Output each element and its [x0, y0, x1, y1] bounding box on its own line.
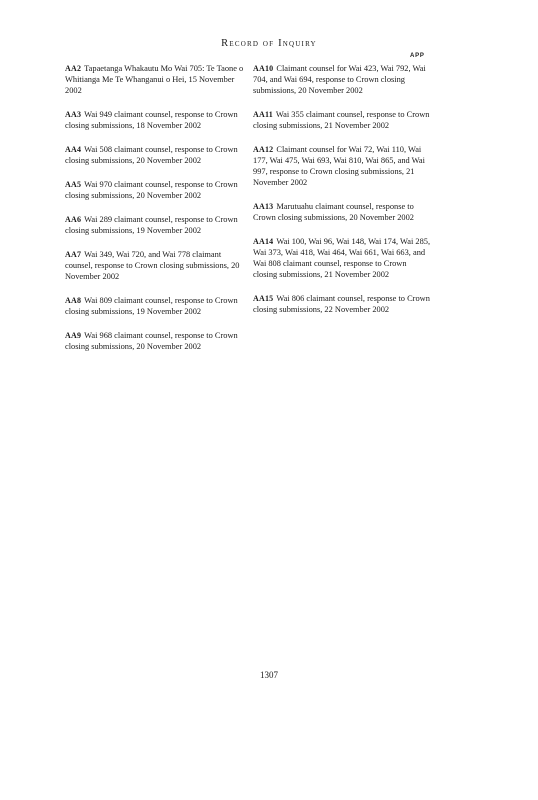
entry-text: Wai 289 claimant counsel, response to Crown closing submissions, 19 November 2002 [65, 215, 238, 235]
list-item [65, 109, 245, 131]
entry-text: Wai 809 claimant counsel, response to Crown closing submissions, 19 November 2002 [65, 296, 238, 316]
entry-text: Wai 100, Wai 96, Wai 148, Wai 174, Wai 285, Wai 373, Wai 418, Wai 464, Wai 661, Wai 663, and Wai 808 claimant counsel, response to Crown closing submissions, 21 November 2002 [253, 237, 431, 279]
list-item [253, 236, 431, 280]
list-item [65, 63, 245, 96]
entry-code: AA14 [253, 237, 274, 246]
list-item [65, 144, 245, 166]
right-column [253, 63, 431, 328]
entry-code: AA12 [253, 145, 274, 154]
entry-text: Wai 349, Wai 720, and Wai 778 claimant counsel, response to Crown closing submissions, 20 November 2002 [65, 250, 240, 281]
entry-text: Wai 968 claimant counsel, response to Crown closing submissions, 20 November 2002 [65, 331, 238, 351]
list-item [65, 179, 245, 201]
entry-text: Wai 508 claimant counsel, response to Crown closing submissions, 20 November 2002 [65, 145, 238, 165]
list-item [253, 63, 431, 96]
list-item [65, 295, 245, 317]
entry-code: AA8 [65, 296, 82, 305]
entry-code: AA13 [253, 202, 274, 211]
left-column [65, 63, 245, 365]
entry-code: AA15 [253, 294, 274, 303]
entry-code: AA9 [65, 331, 82, 340]
entry-text: Wai 806 claimant counsel, response to Crown closing submissions, 22 November 2002 [253, 294, 430, 314]
entry-code: AA10 [253, 64, 274, 73]
entry-code: AA5 [65, 180, 82, 189]
entry-code: AA7 [65, 250, 82, 259]
page-number: 1307 [260, 670, 278, 680]
entry-text: Marutuahu claimant counsel, response to Crown closing submissions, 20 November 2002 [253, 202, 414, 222]
entry-text: Claimant counsel for Wai 72, Wai 110, Wai 177, Wai 475, Wai 693, Wai 810, Wai 865, and Wai 997, response to Crown closing submissions, 21 November 2002 [253, 145, 425, 187]
list-item [253, 109, 431, 131]
list-item [253, 144, 431, 188]
list-item [65, 330, 245, 352]
entry-text: Wai 949 claimant counsel, response to Crown closing submissions, 18 November 2002 [65, 110, 238, 130]
entry-code: AA11 [253, 110, 273, 119]
entry-text: Claimant counsel for Wai 423, Wai 792, Wai 704, and Wai 694, response to Crown closing submissions, 20 November 2002 [253, 64, 426, 95]
entry-code: AA3 [65, 110, 82, 119]
entry-code: AA2 [65, 64, 82, 73]
entry-text: Tapaetanga Whakautu Mo Wai 705: Te Taone o Whitianga Me Te Whanganui o Hei, 15 November 2002 [65, 64, 244, 95]
entry-code: AA4 [65, 145, 82, 154]
list-item [253, 201, 431, 223]
list-item [253, 293, 431, 315]
entry-code: AA6 [65, 215, 82, 224]
page-title: Record of Inquiry [221, 38, 317, 49]
section-tag: APP [410, 53, 425, 59]
list-item [65, 214, 245, 236]
entry-text: Wai 355 claimant counsel, response to Crown closing submissions, 21 November 2002 [253, 110, 430, 130]
list-item [65, 249, 245, 282]
entry-text: Wai 970 claimant counsel, response to Crown closing submissions, 20 November 2002 [65, 180, 238, 200]
